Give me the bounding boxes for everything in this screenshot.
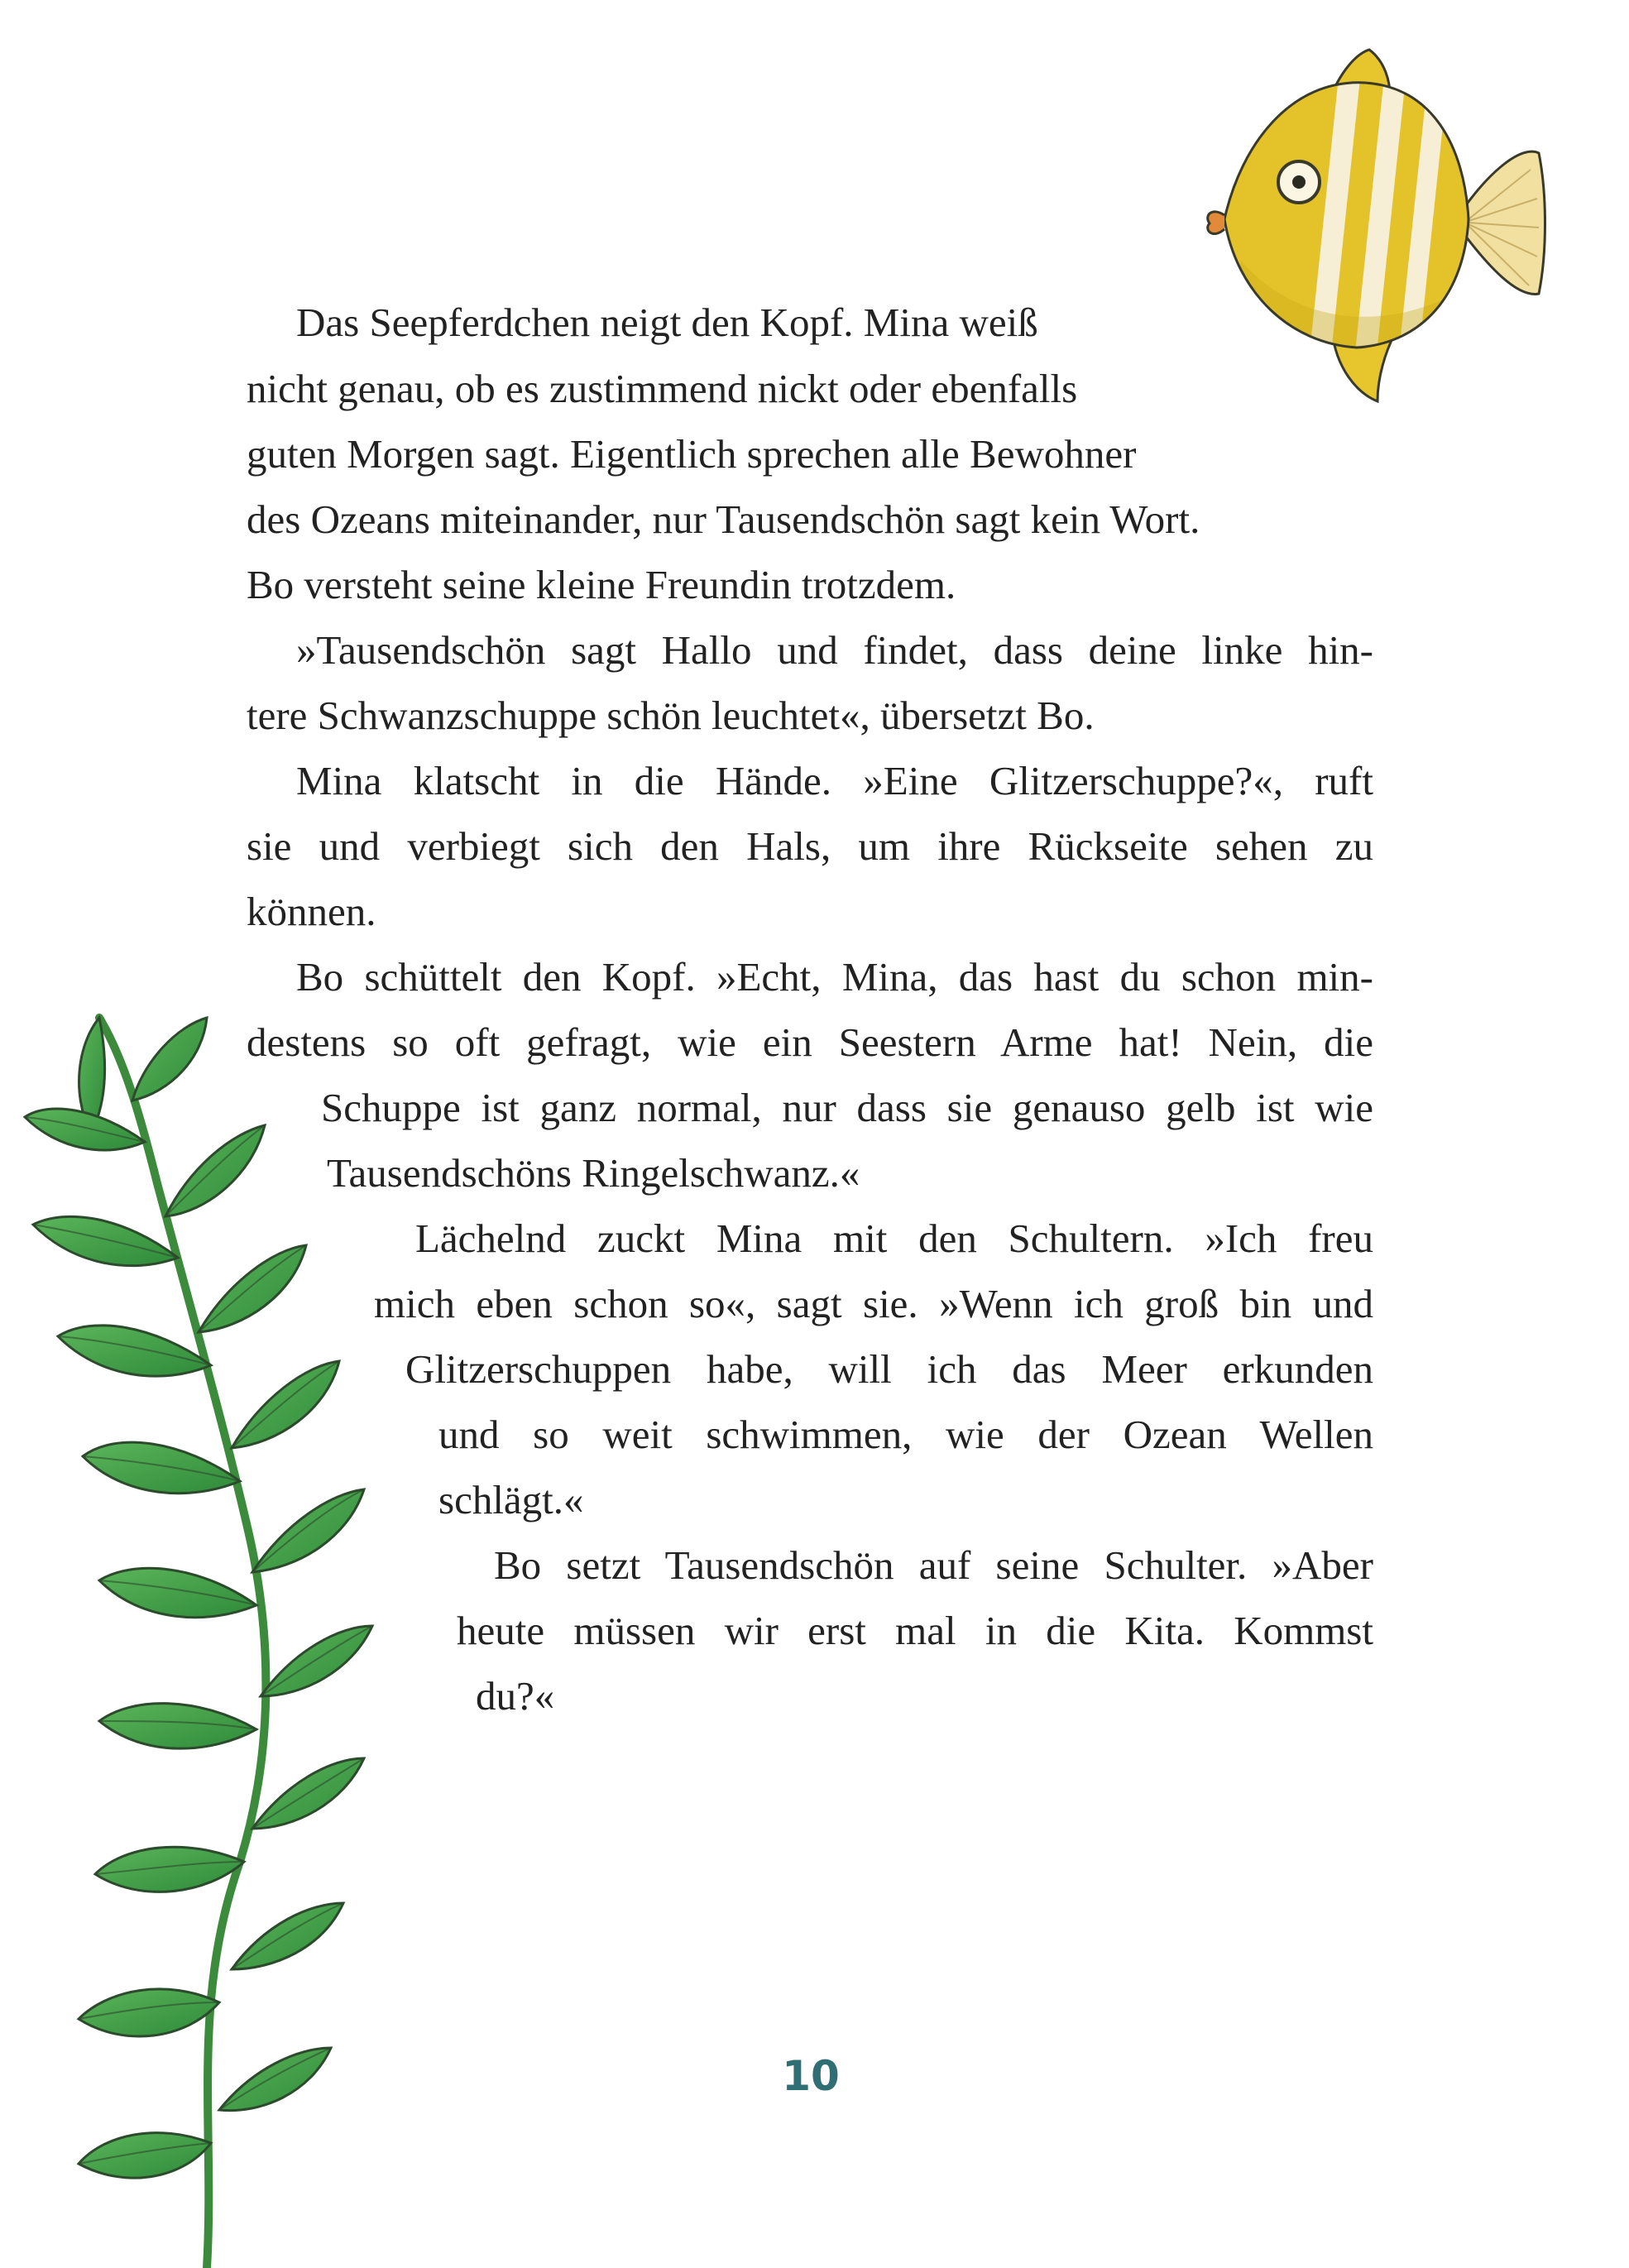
text-line: und so weit schwimmen, wie der Ozean Wellen xyxy=(438,1412,1373,1457)
text-line: Mina klatscht in die Hände. »Eine Glitzerschuppe?«, ruft xyxy=(296,758,1373,803)
text-line: Tausendschöns Ringelschwanz.« xyxy=(327,1150,860,1196)
seaweed-illustration xyxy=(0,1009,463,2268)
page-number: 10 xyxy=(782,2052,840,2100)
text-line: du?« xyxy=(476,1673,555,1719)
yellow-fish-illustration xyxy=(1191,46,1555,426)
text-line: destens so oft gefragt, wie ein Seestern Arme hat! Nein, die xyxy=(247,1019,1373,1065)
text-line: des Ozeans miteinander, nur Tausendschön sagt kein Wort. xyxy=(247,496,1200,542)
text-line: Schuppe ist ganz normal, nur dass sie genauso gelb ist wie xyxy=(321,1085,1373,1130)
text-line: tere Schwanzschuppe schön leuchtet«, übersetzt Bo. xyxy=(247,693,1095,738)
text-line: können. xyxy=(247,889,376,934)
text-line: mich eben schon so«, sagt sie. »Wenn ich groß bin und xyxy=(374,1281,1373,1326)
text-line: Das Seepferdchen neigt den Kopf. Mina weiß xyxy=(296,300,1038,345)
text-line: Lächelnd zuckt Mina mit den Schultern. »Ich freu xyxy=(415,1216,1373,1261)
text-line: nicht genau, ob es zustimmend nickt oder ebenfalls xyxy=(247,366,1078,411)
text-line: guten Morgen sagt. Eigentlich sprechen alle Bewohner xyxy=(247,431,1137,477)
text-line: sie und verbiegt sich den Hals, um ihre Rückseite sehen zu xyxy=(247,823,1373,869)
text-line: Bo schüttelt den Kopf. »Echt, Mina, das hast du schon min- xyxy=(296,954,1373,1000)
text-line: »Tausendschön sagt Hallo und findet, dass deine linke hin- xyxy=(296,627,1373,673)
text-line: Glitzerschuppen habe, will ich das Meer erkunden xyxy=(405,1346,1373,1392)
text-line: Bo setzt Tausendschön auf seine Schulter. »Aber xyxy=(494,1542,1373,1588)
text-line: schlägt.« xyxy=(438,1477,584,1522)
text-line: Bo versteht seine kleine Freundin trotzdem. xyxy=(247,562,956,607)
text-line: heute müssen wir erst mal in die Kita. Kommst xyxy=(457,1608,1373,1653)
